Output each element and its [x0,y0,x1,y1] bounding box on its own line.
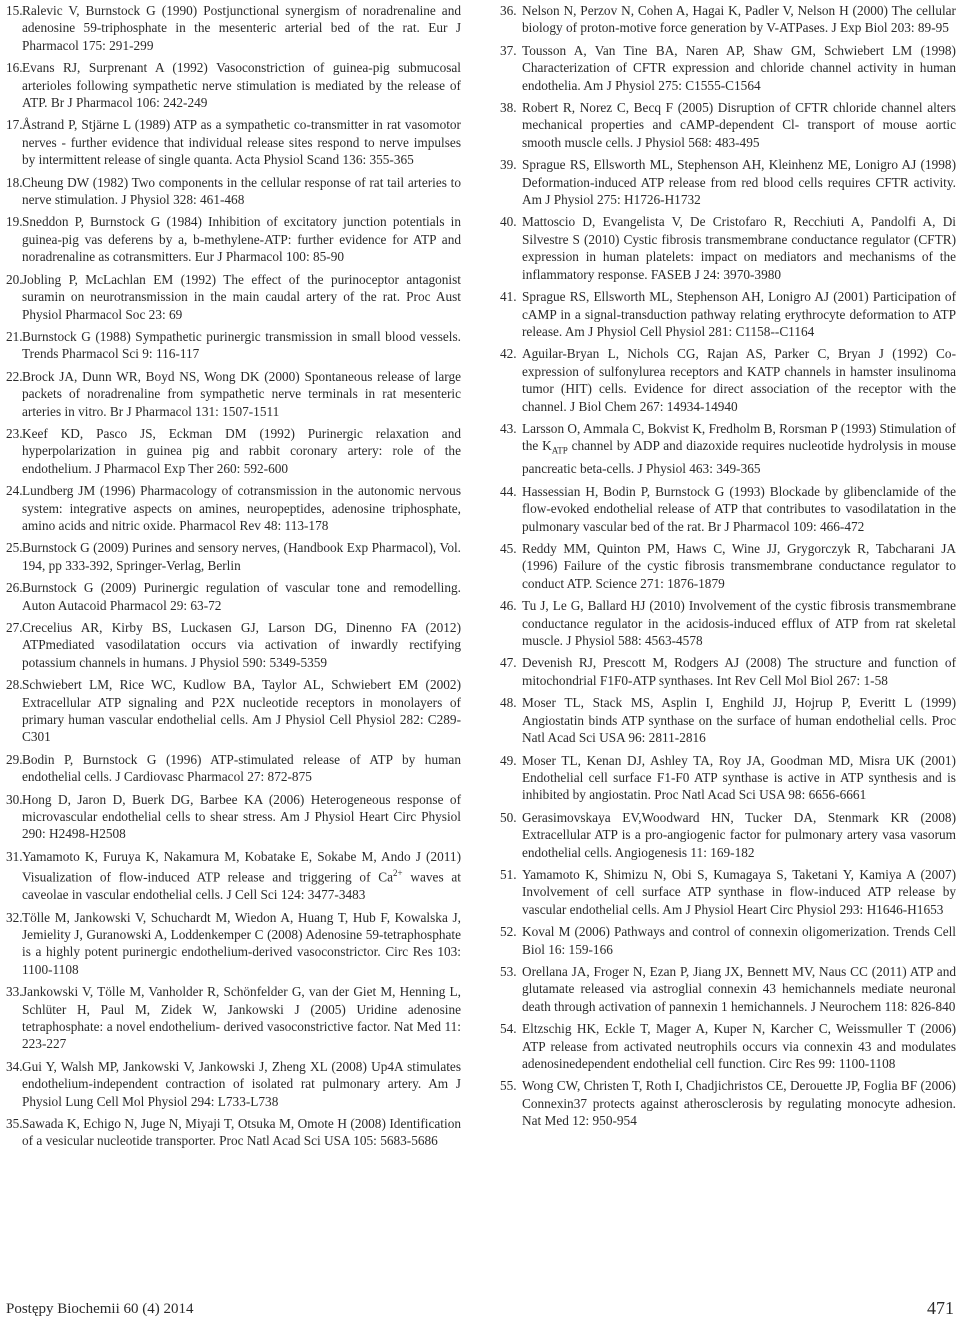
reference-entry [6,751,461,786]
reference-entry [6,909,461,979]
reference-entry [6,174,461,209]
reference-number: 51. [500,866,517,882]
reference-number: 16. [6,60,23,76]
reference-entry [6,1115,461,1150]
reference-number: 50. [500,809,517,825]
reference-text: Eltzschig HK, Eckle T, Mager A, Kuper N, Karcher C, Weissmuller T (2006) ATP release from activated neutrophils occurs via connexin 43 and modulates adenosinedependent endothelial cell function. Circ Res 99: 1100-1108 [522,1021,956,1071]
reference-number: 18. [6,174,23,190]
reference-text: Evans RJ, Surprenant A (1992) Vasoconstriction of guinea-pig submucosal arterioles following sympathetic nerve stimulation is mediated by the release of ATP. Br J Pharmacol 106: 242-249 [22,60,461,111]
reference-number: 15. [6,3,23,18]
reference-number: 38. [500,100,517,116]
reference-entry [500,866,956,918]
reference-entry [6,676,461,746]
reference-entry [6,619,461,671]
reference-entry [500,288,956,340]
reference-text: Sprague RS, Ellsworth ML, Stephenson AH, Lonigro AJ (2001) Participation of cAMP in a signal-transduction pathway relating erythrocyte deformation to ATP release. Am J Physiol Cell Physiol 281: C1158--C1164 [522,289,956,339]
reference-number: 17. [6,117,23,133]
reference-text: Devenish RJ, Prescott M, Rodgers AJ (2008) The structure and function of mitochondrial F1F0-ATP synthases. Int Rev Cell Mol Biol 267: 1-58 [522,655,956,688]
reference-entry [6,791,461,843]
reference-text: Hassessian H, Bodin P, Burnstock G (1993) Blockade by glibenclamide of the flow-evoked endothelial release of ATP that contributes to vasodilatation in the pulmonary vascular bed of the rat. Br J Pharmacol 109: 466-472 [522,483,956,534]
reference-text: Crecelius AR, Kirby BS, Luckasen GJ, Larson DG, Dinenno FA (2012) ATPmediated vasodilatation occurs via activation of inwardly rectifying potassium channels in humans. J Physiol 590: 5349-5359 [22,620,461,670]
reference-number: 53. [500,963,517,979]
reference-number: 44. [500,483,517,499]
reference-number: 24. [6,483,23,499]
page-number: 471 [927,1298,954,1318]
reference-number: 33. [6,984,23,1000]
reference-text-continued: waves at caveolae in vascular endothelial cells. J Cell Sci 124: 3477-3483 [22,869,461,903]
reference-entry [500,1020,956,1072]
reference-number: 42. [500,346,517,362]
reference-text: Burnstock G (2009) Purinergic regulation of vascular tone and remodelling. Auton Autacoid Pharmacol 29: 63-72 [22,580,461,613]
reference-entry [6,579,461,614]
reference-number: 26. [6,580,23,596]
reference-text: Moser TL, Stack MS, Asplin I, Enghild JJ, Hojrup P, Everitt L (1999) Angiostatin binds ATP synthase on the surface of human endothelial cells. Proc Natl Acad Sci USA 96: 2811-2816 [522,695,956,746]
reference-text: Brock JA, Dunn WR, Boyd NS, Wong DK (2000) Spontaneous release of large packets of noradrenaline from sympathetic nerve terminals in rat mesenteric arteries in vitro. Br J Pharmacol 131: 1507-1511 [22,368,461,419]
reference-text: Mattoscio D, Evangelista V, De Cristofaro R, Recchiuti A, Pandolfi A, Di Silvestre S (2010) Cystic fibrosis transmembrane conductance regulator (CFTR) expression in human platelets: impact on mediators and mechanisms of the inflammatory response. FASEB J 24: 3970-3980 [522,214,956,282]
reference-entry [6,328,461,363]
reference-text: Nelson N, Perzov N, Cohen A, Hagai K, Padler V, Nelson H (2000) The cellular biology of proton-motive force generation by V-ATPases. J Exp Biol 203: 89-95 [522,3,956,36]
reference-text: Gerasimovskaya EV,Woodward HN, Tucker DA, Stenmark KR (2008) Extracellular ATP is a pro-angiogenic factor for pulmonary artery vasa vasorum endothelial cells. Angiogenesis 11: 169-182 [522,809,956,860]
reference-number: 21. [6,328,23,344]
reference-text: Sprague RS, Ellsworth ML, Stephenson AH, Kleinhenz ME, Lonigro AJ (1998) Deformation-induced ATP release from red blood cells requires CFTR activity. Am J Physiol 275: H1726-H1732 [522,157,956,208]
reference-entry [6,368,461,420]
reference-text: Ralevic V, Burnstock G (1990) Postjunctional synergism of noradrenaline and adenosine 59-triphosphate in the mesenteric arterial bed of the rat. Eur J Pharmacol 175: 291-299 [22,3,461,53]
reference-text: Bodin P, Burnstock G (1996) ATP-stimulated release of ATP by human endothelial cells. J Cardiovasc Pharmacol 27: 872-875 [22,751,461,785]
reference-entry [500,923,956,958]
reference-entry [500,654,956,689]
reference-text: Åstrand P, Stjärne L (1989) ATP as a sympathetic co-transmitter in rat vasomotor nerves - further evidence that individual release sites respond to nerve impulses by intermittent release of single quanta. Acta Physiol Scand 136: 355-365 [22,117,461,168]
reference-number: 30. [6,791,23,807]
reference-number: 29. [6,751,23,767]
reference-entry [6,2,461,54]
reference-entry [500,963,956,1015]
reference-entry [6,59,461,111]
reference-text: Keef KD, Pasco JS, Eckman DM (1992) Purinergic relaxation and hyperpolarization in guinea pig and rabbit coronary artery: role of the endothelium. J Pharmacol Exp Ther 260: 592-600 [22,425,461,476]
reference-number: 43. [500,420,517,436]
reference-number: 19. [6,214,23,230]
reference-number: 20. [6,271,23,287]
reference-entry [500,2,956,37]
reference-entry [500,345,956,415]
reference-number: 25. [6,540,23,556]
reference-subscript: ATP [551,446,568,456]
reference-text: Burnstock G (1988) Sympathetic purinergic transmission in small blood vessels. Trends Pharmacol Sci 9: 116-117 [22,328,461,362]
reference-entry [500,99,956,151]
reference-text: Tousson A, Van Tine BA, Naren AP, Shaw GM, Schwiebert LM (1998) Characterization of CFTR expression and chloride channel activity in human endothelia. Am J Physiol 275: C1555-C1564 [522,42,956,93]
reference-text: Jobling P, McLachlan EM (1992) The effect of the purinoceptor antagonist suramin on neurotransmission in the main caudal artery of the rat. Proc Aust Physiol Pharmacol Soc 23: 69 [22,271,461,322]
reference-entry [6,848,461,904]
reference-entry [6,1058,461,1110]
reference-number: 47. [500,655,517,671]
reference-number: 39. [500,157,517,173]
reference-number: 45. [500,541,517,557]
reference-entry [500,694,956,746]
reference-text: Yamamoto K, Furuya K, Nakamura M, Kobatake E, Sokabe M, Ando J (2011) Visualization of flow-induced ATP release and triggering of Ca [22,848,461,885]
reference-number: 23. [6,425,23,441]
reference-number: 41. [500,289,517,305]
reference-entry [6,116,461,168]
reference-text: Hong D, Jaron D, Buerk DG, Barbee KA (2006) Heterogeneous response of microvascular endothelial cells to shear stress. Am J Physiol Heart Circ Physiol 290: H2498-H2508 [22,791,461,842]
reference-number: 34. [6,1058,23,1074]
reference-text: Robert R, Norez C, Becq F (2005) Disruption of CFTR chloride channel alters mechanical properties and cAMP-dependent Cl- transport of mouse aortic smooth muscle cells. J Physiol 568: 483-495 [522,100,956,150]
reference-text: Koval M (2006) Pathways and control of connexin oligomerization. Trends Cell Biol 16: 159-166 [522,924,956,957]
reference-text: Moser TL, Kenan DJ, Ashley TA, Roy JA, Goodman MD, Misra UK (2001) Endothelial cell surface F1-F0 ATP synthase is active in ATP synthesis and is inhibited by angiostatin. Proc Natl Acad Sci USA 98: 6656-6661 [522,752,956,803]
reference-text: Reddy MM, Quinton PM, Haws C, Wine JJ, Grygorczyk R, Tabcharani JA (1996) Failure of the cystic fibrosis transmembrane conductance regulator to conduct ATP. Science 271: 1876-1879 [522,541,956,591]
reference-text: Gui Y, Walsh MP, Jankowski V, Jankowski J, Zheng XL (2008) Up4A stimulates endothelium-independent contraction of isolated rat pulmonary artery. Am J Physiol Lung Cell Mol Physiol 294: L733-L738 [22,1058,461,1109]
reference-text: Jankowski V, Tölle M, Vanholder R, Schönfelder G, van der Giet M, Henning L, Schlüter H, Paul M, Zidek W, Jankowski J (2005) Uridine adenosine tetraphosphate: a novel endothelium- derived vasoconstrictive factor. Nat Med 11: 223-227 [22,984,461,1052]
reference-text: Tu J, Le G, Ballard HJ (2010) Involvement of the cystic fibrosis transmembrane conductance regulator in the acidosis-induced efflux of ATP from rat skeletal muscle. J Physiol 588: 4563-4578 [522,598,956,649]
reference-entry [6,271,461,323]
reference-number: 48. [500,695,517,711]
reference-entry [500,809,956,861]
reference-number: 32. [6,909,23,925]
reference-number: 52. [500,924,517,940]
reference-text: Orellana JA, Froger N, Ezan P, Jiang JX, Bennett MV, Naus CC (2011) ATP and glutamate released via astroglial connexin 43 hemichannels mediate neuronal death through activation of pannexin 1 hemichannels. J Neurochem 118: 826-840 [522,963,956,1014]
reference-entry [500,483,956,535]
reference-number: 46. [500,598,517,614]
reference-entry [6,539,461,574]
reference-number: 27. [6,620,23,635]
reference-number: 22. [6,368,23,384]
reference-entry [500,597,956,649]
reference-entry [500,1077,956,1129]
reference-superscript: 2+ [393,868,403,879]
reference-number: 28. [6,677,23,693]
reference-text: Sneddon P, Burnstock G (1984) Inhibition of excitatory junction potentials in guinea-pig vas deferens by a, b-methylene-ATP: further evidence for ATP and noradrenaline as cotransmitters. Eur J Pharmacol 100: 85-90 [22,214,461,265]
reference-number: 37. [500,42,517,58]
reference-entry [500,156,956,208]
reference-number: 55. [500,1078,517,1094]
reference-entry [500,420,956,478]
reference-entry [6,482,461,534]
reference-entry [500,752,956,804]
reference-text-continued: channel by ADP and diazoxide requires nucleotide hydrolysis in mouse pancreatic beta-cells. J Physiol 463: 349-365 [522,438,956,477]
reference-entry [500,540,956,592]
reference-text: Sawada K, Echigo N, Juge N, Miyaji T, Otsuka M, Omote H (2008) Identification of a vesicular nucleotide transporter. Proc Natl Acad Sci USA 105: 5683-5686 [22,1115,461,1149]
reference-entry [6,983,461,1053]
reference-entry [500,42,956,94]
reference-entry [6,213,461,265]
reference-column-left [6,2,461,1155]
journal-footer: Postępy Biochemii 60 (4) 2014 [6,1301,194,1317]
reference-column-right [500,2,956,1135]
reference-number: 40. [500,214,517,230]
reference-text: Cheung DW (1982) Two components in the cellular response of rat tail arteries to nerve stimulation. J Physiol 328: 461-468 [22,174,461,208]
reference-number: 49. [500,752,517,768]
reference-entry [6,425,461,477]
reference-text: Burnstock G (2009) Purines and sensory nerves, (Handbook Exp Pharmacol), Vol. 194, pp 333-392, Springer-Verlag, Berlin [22,540,461,573]
reference-number: 31. [6,848,23,864]
reference-number: 36. [500,3,517,18]
reference-text: Schwiebert LM, Rice WC, Kudlow BA, Taylor AL, Schwiebert EM (2002) Extracellular ATP signaling and P2X nucleotide receptors in monolayers of primary human vascular endothelial cells. Am J Physiol Cell Physiol 282: C289-C301 [22,677,461,745]
reference-text: Larsson O, Ammala C, Bokvist K, Fredholm B, Rorsman P (1993) Stimulation of the K [522,420,956,454]
reference-entry [500,213,956,283]
reference-number: 35. [6,1115,23,1131]
reference-text: Tölle M, Jankowski V, Schuchardt M, Wiedon A, Huang T, Hub F, Kowalska J, Jemielity J, Guranowski A, Loddenkemper C (2008) Adenosine 59-tetraphosphate is a highly potent purinergic endothelium-derived vasoconstrictor. Circ Res 103: 1100-1108 [22,909,461,977]
reference-text: Wong CW, Christen T, Roth I, Chadjichristos CE, Derouette JP, Foglia BF (2006) Connexin37 protects against atherosclerosis by regulating monocyte adhesion. Nat Med 12: 950-954 [522,1078,956,1129]
reference-text: Yamamoto K, Shimizu N, Obi S, Kumagaya S, Taketani Y, Kamiya A (2007) Involvement of cell surface ATP synthase in flow-induced ATP release by vascular endothelial cells. Am J Physiol Heart Circ Physiol 293: H1646-H1653 [522,866,956,917]
reference-text: Lundberg JM (1996) Pharmacology of cotransmission in the autonomic nervous system: integrative aspects on amines, neuropeptides, adenosine triphosphate, amino acids and nitric oxide. Pharmacol Rev 48: 113-178 [22,483,461,533]
reference-text: Aguilar-Bryan L, Nichols CG, Rajan AS, Parker C, Bryan J (1992) Co-expression of sulfonylurea receptors and KATP channels in hamster insulinoma tumor (HIT) cells. Evidence for direct association of the receptor with the channel. J Biol Chem 267: 14934-14940 [522,346,956,414]
reference-number: 54. [500,1021,517,1037]
